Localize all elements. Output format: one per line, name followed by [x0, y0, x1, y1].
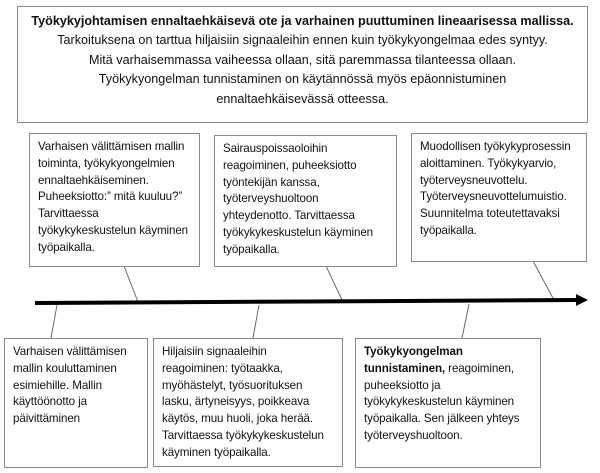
description-line: Tarkoituksena on tarttua hiljaisiin signaaleihin ennen kuin työkykyongelmaa edes syntyy. — [57, 33, 548, 48]
card-line: Varhaisen välittämisen mallin — [38, 140, 185, 153]
card-line: mallin kouluttaminen — [13, 361, 117, 375]
card-line: Muodollisen työkykyprosessin — [420, 140, 571, 153]
timeline-arrow-shaft — [35, 300, 578, 303]
card-line: työterveysneuvottelu. — [420, 173, 528, 187]
card-line: Hiljaisiin signaaleihin — [162, 345, 267, 358]
card-line: aloittaminen. Työkykyarvio, — [420, 156, 557, 170]
card-line: Puheeksiotto:” mitä kuuluu?” — [38, 190, 183, 204]
card-line: työpaikalla. Sen jälkeen yhteys — [364, 412, 520, 426]
card-line: Tarvittaessa työkykykeskustelun — [162, 428, 324, 442]
connector-lower-2 — [253, 305, 259, 338]
card-line: työkykykeskustelun käyminen — [364, 395, 515, 409]
card-line: työkykykeskustelun käyminen — [38, 223, 189, 237]
connector-lower-3 — [462, 304, 469, 338]
card-line: myöhästelyt, työsuorituksen — [162, 378, 303, 392]
card-line: työterveyshuoltoon. — [364, 428, 463, 442]
card-line: työpaikalla. — [223, 242, 280, 256]
card-bold-text: Työkykyongelman — [364, 345, 463, 358]
step-card-lower-1 — [4, 338, 148, 468]
card-bold-text: tunnistaminen, — [364, 361, 446, 375]
connector-upper-3 — [533, 261, 554, 300]
connector-lower-1 — [51, 305, 57, 338]
card-line: lasku, ärtyneisyys, poikkeava — [162, 395, 310, 409]
description-line: Työkykyongelman tunnistaminen on käytännössä myös epäonnistuminen — [98, 72, 507, 87]
card-line: ennaltaehkäiseminen. — [38, 173, 149, 187]
card-line: työpaikalla. — [38, 240, 95, 254]
connector-upper-2 — [326, 266, 343, 302]
card-line: reagoiminen, — [445, 361, 515, 375]
card-line: Varhaisen välittämisen — [13, 345, 127, 358]
card-line: päivittäminen — [13, 412, 81, 426]
card-line: reagoiminen, puheeksiotto — [223, 158, 357, 172]
card-line: puheeksiotto ja — [364, 378, 441, 392]
description-line: Mitä varhaisemmassa vaiheessa ollaan, sitä paremmassa tilanteessa ollaan. — [89, 52, 516, 67]
description-line: ennaltaehkäisevässä otteessa. — [216, 91, 389, 106]
card-line: reagoiminen: työtaakka, — [162, 361, 283, 375]
card-line: käyminen työpaikalla. — [162, 445, 271, 459]
step-card-lower-2 — [153, 338, 343, 467]
card-line: toiminta, työkykyongelmien — [38, 156, 175, 170]
card-line: käytös, muu huoli, joka herää. — [162, 412, 314, 426]
card-line: esimiehille. Mallin — [13, 378, 102, 392]
card-line: Suunnitelma toteutettavaksi — [420, 207, 560, 221]
card-line: työkykykeskustelun käyminen — [223, 225, 374, 239]
card-line: Tarvittaessa — [38, 207, 99, 221]
timeline-arrow-head — [576, 294, 588, 306]
card-line: käyttöönotto ja — [13, 395, 87, 409]
step-card-upper-2 — [214, 135, 397, 267]
card-line: Työterveysneuvottelumuistio. — [420, 190, 567, 204]
card-line: työpaikalla. — [420, 223, 477, 237]
step-card-upper-1 — [29, 133, 200, 267]
card-line: yhteydenotto. Tarvittaessa — [223, 209, 355, 223]
card-line: työntekijän kanssa, — [223, 175, 320, 189]
diagram-title: Työkykyjohtamisen ennaltaehkäisevä ote ja varhainen puuttuminen lineaarisessa mallissa. — [31, 14, 574, 28]
step-card-upper-3 — [411, 133, 587, 262]
connector-upper-1 — [124, 266, 138, 302]
card-line: Sairauspoissaoloihin — [223, 142, 328, 155]
card-line: työterveyshuoltoon — [223, 192, 319, 206]
step-card-lower-3 — [355, 338, 541, 468]
